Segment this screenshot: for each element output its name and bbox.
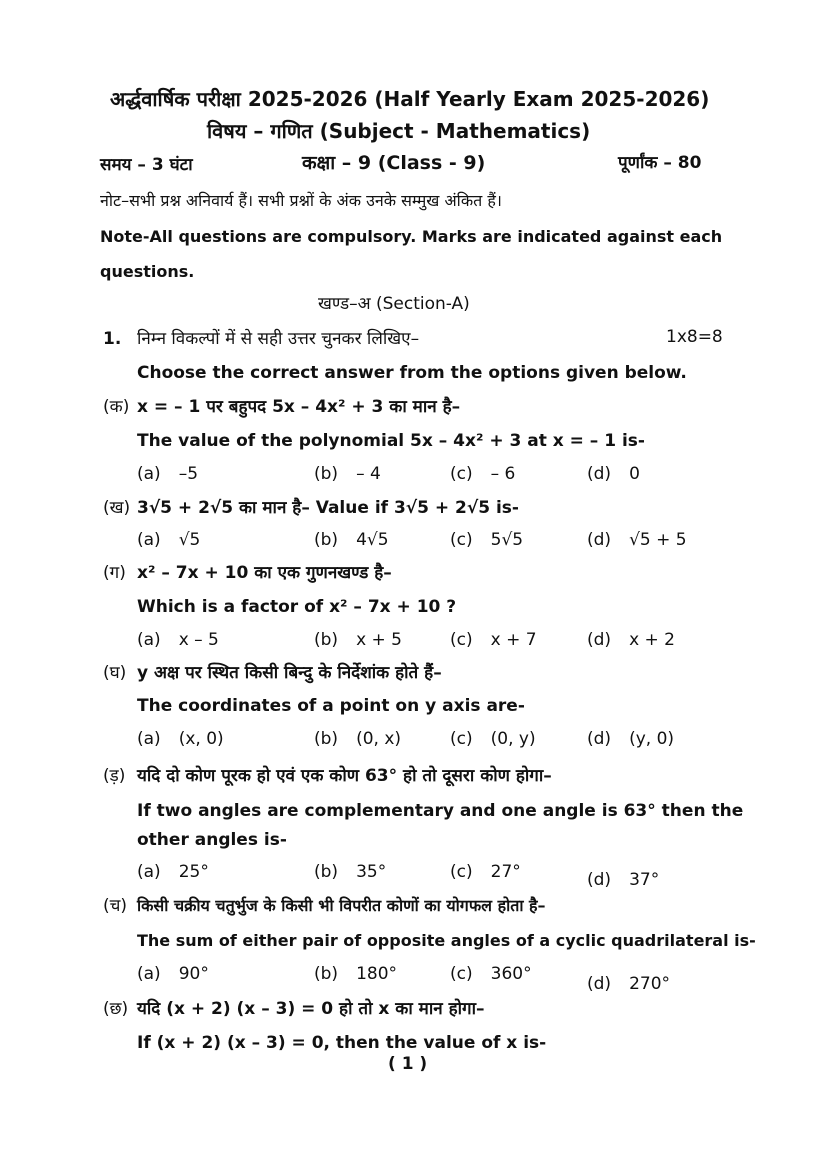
sub-question-english: The sum of either pair of opposite angles of a cyclic quadrilateral is- — [137, 931, 756, 950]
option-c: (c) 360° — [450, 964, 532, 984]
sub-question-label: (छ) — [103, 999, 129, 1019]
sub-question-english: The value of the polynomial 5x – 4x² + 3 at x = – 1 is- — [137, 431, 645, 451]
sub-question-label: (ग) — [103, 563, 126, 583]
sub-question-hindi: किसी चक्रीय चतुर्भुज के किसी भी विपरीत कोणों का योगफल होता है– — [137, 896, 546, 915]
class-label: कक्षा – 9 (Class - 9) — [302, 152, 486, 174]
options-row — [137, 630, 737, 652]
options-row — [137, 464, 737, 486]
options-row — [137, 964, 737, 994]
sub-question-label: (च) — [103, 896, 128, 916]
option-a: (a) 90° — [137, 964, 209, 984]
option-c: (c) – 6 — [450, 464, 516, 484]
sub-question-hindi: यदि (x + 2) (x – 3) = 0 हो तो x का मान होगा– — [137, 999, 485, 1019]
option-b: (b) (0, x) — [314, 729, 402, 749]
note-english-line1: Note-All questions are compulsory. Marks are indicated against each — [100, 227, 723, 246]
option-b: (b) – 4 — [314, 464, 381, 484]
option-a: (a) (x, 0) — [137, 729, 224, 749]
option-a: (a) –5 — [137, 464, 199, 484]
option-b: (b) 4√5 — [314, 530, 389, 550]
options-row — [137, 530, 737, 552]
option-d: (d) 270° — [587, 974, 671, 994]
option-b: (b) 180° — [314, 964, 398, 984]
option-d: (d) x + 2 — [587, 630, 675, 650]
time-label: समय – 3 घंटा — [100, 155, 193, 175]
option-d: (d) √5 + 5 — [587, 530, 687, 550]
sub-question-hindi: x = – 1 पर बहुपद 5x – 4x² + 3 का मान है– — [137, 397, 461, 417]
option-a: (a) √5 — [137, 530, 201, 550]
sub-question-label: (ड़) — [103, 766, 126, 786]
sub-question-hindi: y अक्ष पर स्थित किसी बिन्दु के निर्देशांक होते हैं– — [137, 663, 442, 683]
q1-instruction-hindi: निम्न विकल्पों में से सही उत्तर चुनकर लिखिए– — [137, 329, 420, 349]
sub-question-english-cont: other angles is- — [137, 830, 287, 850]
question-number: 1. — [103, 329, 122, 349]
options-row — [137, 729, 737, 751]
section-title: खण्ड–अ (Section-A) — [318, 294, 470, 314]
sub-question-english: The coordinates of a point on y axis are- — [137, 696, 525, 716]
option-b: (b) 35° — [314, 862, 387, 882]
option-a: (a) 25° — [137, 862, 209, 882]
option-c: (c) 5√5 — [450, 530, 524, 550]
option-c: (c) x + 7 — [450, 630, 537, 650]
q1-marks: 1x8=8 — [666, 327, 723, 347]
sub-question-label: (ख) — [103, 498, 131, 518]
total-marks-label: पूर्णांक – 80 — [618, 153, 702, 173]
option-c: (c) (0, y) — [450, 729, 536, 749]
note-hindi: नोट–सभी प्रश्न अनिवार्य हैं। सभी प्रश्नों के अंक उनके सम्मुख अंकित हैं। — [100, 191, 502, 210]
sub-question-hindi: 3√5 + 2√5 का मान है– Value if 3√5 + 2√5 is- — [137, 498, 519, 518]
exam-title: अर्द्धवार्षिक परीक्षा 2025-2026 (Half Yearly Exam 2025-2026) — [110, 87, 710, 111]
options-row — [137, 862, 737, 890]
option-d: (d) 0 — [587, 464, 640, 484]
option-d: (d) (y, 0) — [587, 729, 675, 749]
sub-question-label: (क) — [103, 397, 130, 417]
sub-question-hindi: x² – 7x + 10 का एक गुणनखण्ड है– — [137, 563, 392, 583]
option-b: (b) x + 5 — [314, 630, 402, 650]
sub-question-hindi: यदि दो कोण पूरक हो एवं एक कोण 63° हो तो दूसरा कोण होगा– — [137, 766, 552, 786]
sub-question-english: If (x + 2) (x – 3) = 0, then the value of x is- — [137, 1033, 547, 1053]
sub-question-english: If two angles are complementary and one angle is 63° then the — [137, 801, 744, 821]
note-english-line2: questions. — [100, 262, 195, 281]
option-d: (d) 37° — [587, 870, 660, 890]
sub-question-english: Which is a factor of x² – 7x + 10 ? — [137, 597, 457, 617]
sub-question-label: (घ) — [103, 663, 127, 683]
subject-title: विषय – गणित (Subject - Mathematics) — [207, 119, 591, 143]
q1-instruction-english: Choose the correct answer from the options given below. — [137, 363, 687, 383]
option-a: (a) x – 5 — [137, 630, 219, 650]
option-c: (c) 27° — [450, 862, 521, 882]
page-number: ( 1 ) — [388, 1054, 428, 1074]
